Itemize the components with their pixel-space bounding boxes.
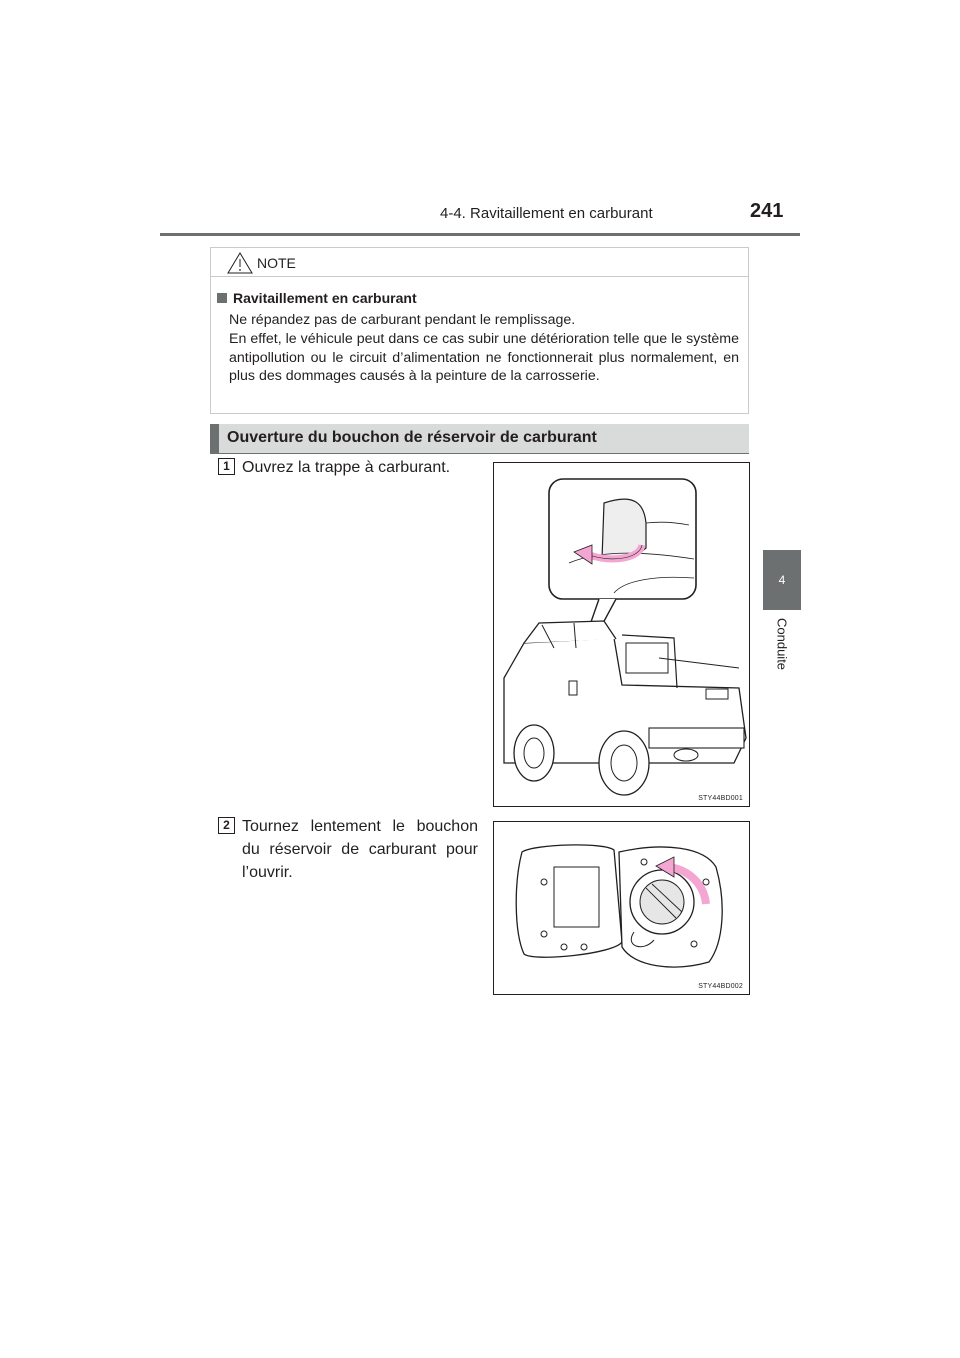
header-rule xyxy=(160,233,800,236)
section-heading xyxy=(210,424,749,453)
note-body xyxy=(229,311,739,386)
note-subtitle xyxy=(217,290,417,306)
note-box xyxy=(210,247,749,414)
step-text-1: Ouvrez la trappe à carburant. xyxy=(242,459,451,476)
chapter-tab-number: 4 xyxy=(763,550,801,610)
square-bullet-icon xyxy=(217,293,227,303)
section-underline xyxy=(210,453,749,454)
running-header-section: 4-4. Ravitaillement en carburant xyxy=(440,205,653,222)
page-number: 241 xyxy=(750,200,784,222)
figure-code: STY44BD001 xyxy=(698,795,743,802)
pickup-truck-fuel-door-illustration xyxy=(494,463,749,806)
step-text-2: Tournez lentement le bouchon du réservoir de carburant pour l’ouvrir. xyxy=(242,818,478,881)
figure-fuel-door xyxy=(493,462,750,807)
chapter-tab-label: Conduite xyxy=(774,618,790,671)
note-line-1: Ne répandez pas de carburant pendant le remplissage. xyxy=(229,312,576,328)
note-line-2: En effet, le véhicule peut dans ce cas subir une détérioration telle que le système antipollution ou le circuit d’alimentation ne fonctionnerait plus normalement, en plus des dommages causés à la peinture de la carrosserie. xyxy=(229,330,739,385)
fuel-cap-illustration xyxy=(494,822,749,994)
note-label: NOTE xyxy=(257,255,296,271)
step-number-2: 2 xyxy=(218,817,235,834)
note-subtitle-text: Ravitaillement en carburant xyxy=(233,290,417,306)
step-number-1: 1 xyxy=(218,458,235,475)
section-title: Ouverture du bouchon de réservoir de carburant xyxy=(227,429,597,446)
warning-triangle-icon xyxy=(227,252,253,274)
figure-fuel-cap xyxy=(493,821,750,995)
figure-code: STY44BD002 xyxy=(698,983,743,990)
note-header xyxy=(211,248,748,277)
